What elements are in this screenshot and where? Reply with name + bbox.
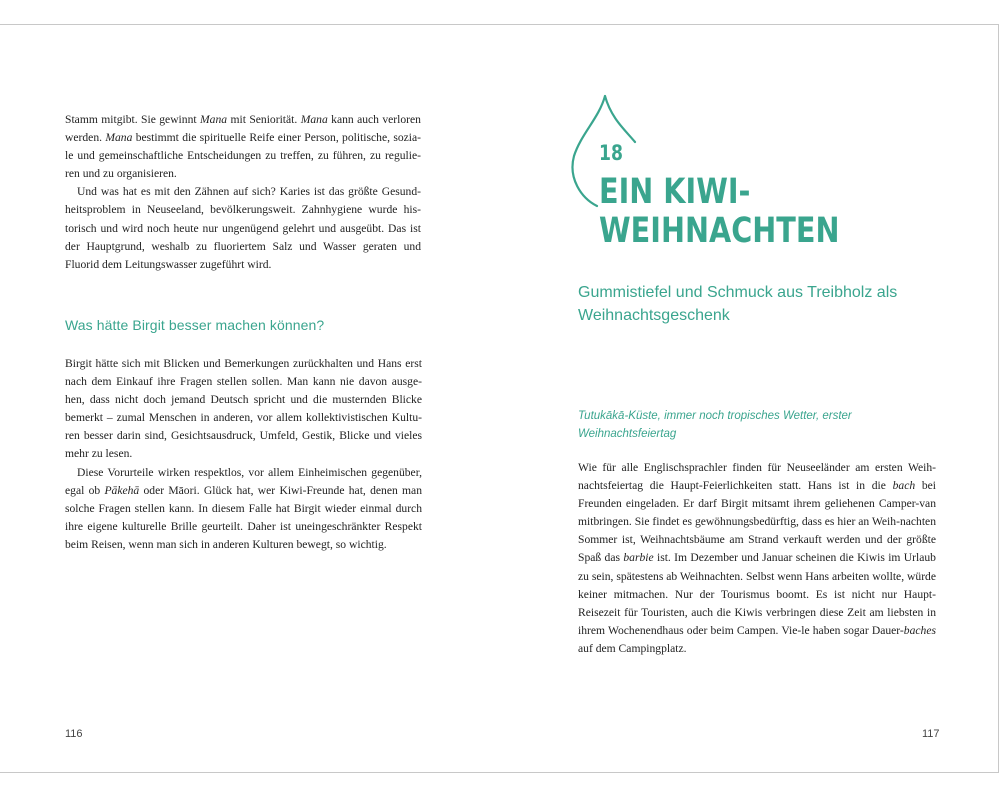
section-heading: Was hätte Birgit besser machen können? [65, 317, 325, 333]
left-page [0, 25, 500, 772]
chapter-number: 18 [599, 141, 623, 165]
book-spread [0, 24, 999, 773]
paragraph: Und was hat es mit den Zähnen auf sich? Karies ist das größte Gesund-heitsproblem in Neuseeland, bevölkerungsweit. Zahnhygiene wurde his-torisch und wird noch heute nur ungenügend gelehrt und ausgeübt. Das ist der Hauptgrund, weshalb zu fluoriertem Salz und Wasser geraten und Fluorid dem Leitungswasser zugeführt wird. [65, 185, 421, 271]
left-bottom-text [65, 355, 422, 554]
chapter-subtitle: Gummistiefel und Schmuck aus Treibholz als Weihnachtsgeschenk [578, 284, 898, 324]
paragraph: Diese Vorurteile wirken respektlos, vor allem Einheimischen gegenüber, egal ob Pākehā oder Māori. Glück hat, wer Kiwi-Freunde hat, denen man solche Fragen stellen kann. In diesem Falle hat Birgit wieder einmal durch ihre eigene kulturelle Brille geurteilt. Daher ist uneingeschränkter Respekt beim Reisen, wenn man sich in anderen Kulturen bewegt, so wichtig. [65, 465, 422, 551]
right-page [500, 25, 999, 772]
paragraph: Birgit hätte sich mit Blicken und Bemerkungen zurückhalten und Hans erst nach dem Einkauf ihre Fragen stellen sollen. Man kann nie davon ausge-hen, dass nicht doch jemand Deutsch spricht und die musternden Blicke bemerkt – zumal Menschen in anderen, vor allem kollektivistischen Kultu-ren besser darin sind, Gesichtsausdruck, Umfeld, Gestik, Blicke und vieles mehr zu lesen. [65, 357, 422, 461]
page-number-left: 116 [65, 728, 83, 740]
paragraph: Wie für alle Englischsprachler finden für Neuseeländer am ersten Weih-nachtsfeiertag die Haupt-Feierlichkeiten statt. Hans ist in die bach bei Freunden eingeladen. Er darf Birgit mitsamt ihrem geliehenen Camper-van mitbringen. Sie findet es gewöhnungsbedürftig, dass es hier an Weih-nachten Sommer ist, Weihnachtsbäume am Strand verkauft werden und der größte Spaß das barbie ist. Im Dezember und Januar scheinen die Kiwis im Urlaub zu sein, spätestens ab Weihnachten. Selbst wenn Hans arbeiten wollte, würde keiner mitmachen. Nur der Tourismus boomt. Es ist nicht nur Haupt-Reisezeit für Touristen, auch die Kiwis verbringen diese Zeit am liebsten in ihrem Wochenendhaus oder beim Campen. Vie-le haben sogar Dauer-baches auf dem Campingplatz. [578, 461, 937, 655]
paragraph: Stamm mitgibt. Sie gewinnt Mana mit Seniorität. Mana kann auch verloren werden. Mana bestimmt die spirituelle Reife einer Person, politische, sozia-le und gemeinschaftliche Entscheidungen zu treffen, zu führen, zu regulie-ren und zu organisieren. [65, 113, 422, 181]
location-line: Tutukākā-Küste, immer noch tropisches Wetter, erster Weihnachtsfeiertag [578, 410, 852, 440]
right-body-text [578, 459, 936, 658]
chapter-title: EIN KIWI- WEIHNACHTEN [599, 172, 840, 251]
left-top-text [65, 111, 421, 274]
page-number-right: 117 [922, 728, 940, 740]
